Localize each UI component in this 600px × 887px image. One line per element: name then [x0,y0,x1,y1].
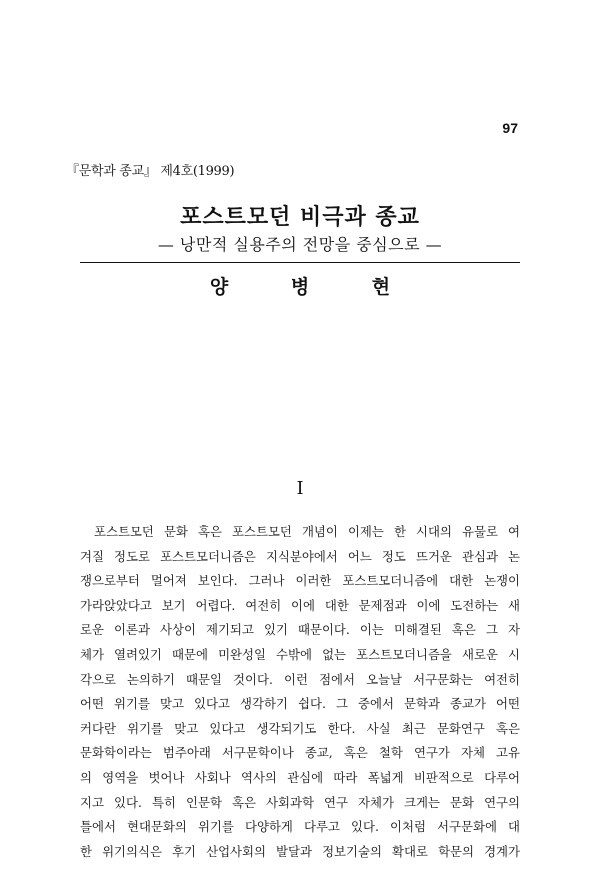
title-divider [80,262,520,263]
paragraph-line: 각으로 논의하기 때문일 것이다. 이런 점에서 오늘날 서구문화는 여전히 [80,671,520,687]
paragraph-line: 어떤 위기를 맞고 있다고 생각하기 쉽다. 그 중에서 문학과 종교가 어떤 [80,696,520,712]
paragraph-line: 의 영역을 벗어나 사회나 역사의 관심에 따라 폭넓게 비판적으로 다루어 [80,769,520,785]
paragraph-line: 지고 있다. 특히 인문학 혹은 사회과학 연구 자체가 크게는 문화 연구의 [80,794,520,810]
article-title: 포스트모던 비극과 종교 [180,204,420,230]
paragraph-line: 가라앉았다고 보기 어렵다. 여전히 이에 대한 문제점과 이에 도전하는 새 [80,597,520,613]
journal-reference: 『문학과 종교』 제4호(1999) [66,164,235,179]
article-subtitle: — 낭만적 실용주의 전망을 중심으로 — [157,235,443,254]
page-number: 97 [502,120,518,136]
paragraph-line: 로운 이론과 사상이 제기되고 있기 때문이다. 이는 미해결된 혹은 그 자 [80,622,520,638]
section-numeral: I [296,478,304,499]
paragraph-line: 한 위기의식은 후기 산업사회의 발달과 정보기술의 확대로 학문의 경계가 [80,843,520,859]
paragraph-line: 커다란 위기를 맞고 있다고 생각되기도 한다. 사실 최근 문화연구 혹은 [80,720,520,736]
paragraph-line: 겨질 정도로 포스트모더니즘은 지식분야에서 어느 정도 뜨거운 관심과 논 [80,548,520,564]
paragraph-line: 체가 열려있기 때문에 미완성일 수밖에 없는 포스트모더니즘을 새로운 시 [80,646,520,662]
body-paragraph [80,520,520,864]
paragraph-line: 문화학이라는 범주아래 서구문학이나 종교, 혹은 철학 연구가 자체 고유 [80,745,520,761]
paragraph-line: 쟁으로부터 멀어져 보인다. 그러나 이러한 포스트모더니즘에 대한 논쟁이 [80,573,520,589]
author-name: 양 병 현 [209,276,419,298]
paragraph-line: 포스트모던 문화 혹은 포스트모던 개념이 이제는 한 시대의 유물로 여 [94,524,520,539]
paragraph-line: 틀에서 현대문화의 위기를 다양하게 다루고 있다. 이처럼 서구문화에 대 [80,819,520,835]
